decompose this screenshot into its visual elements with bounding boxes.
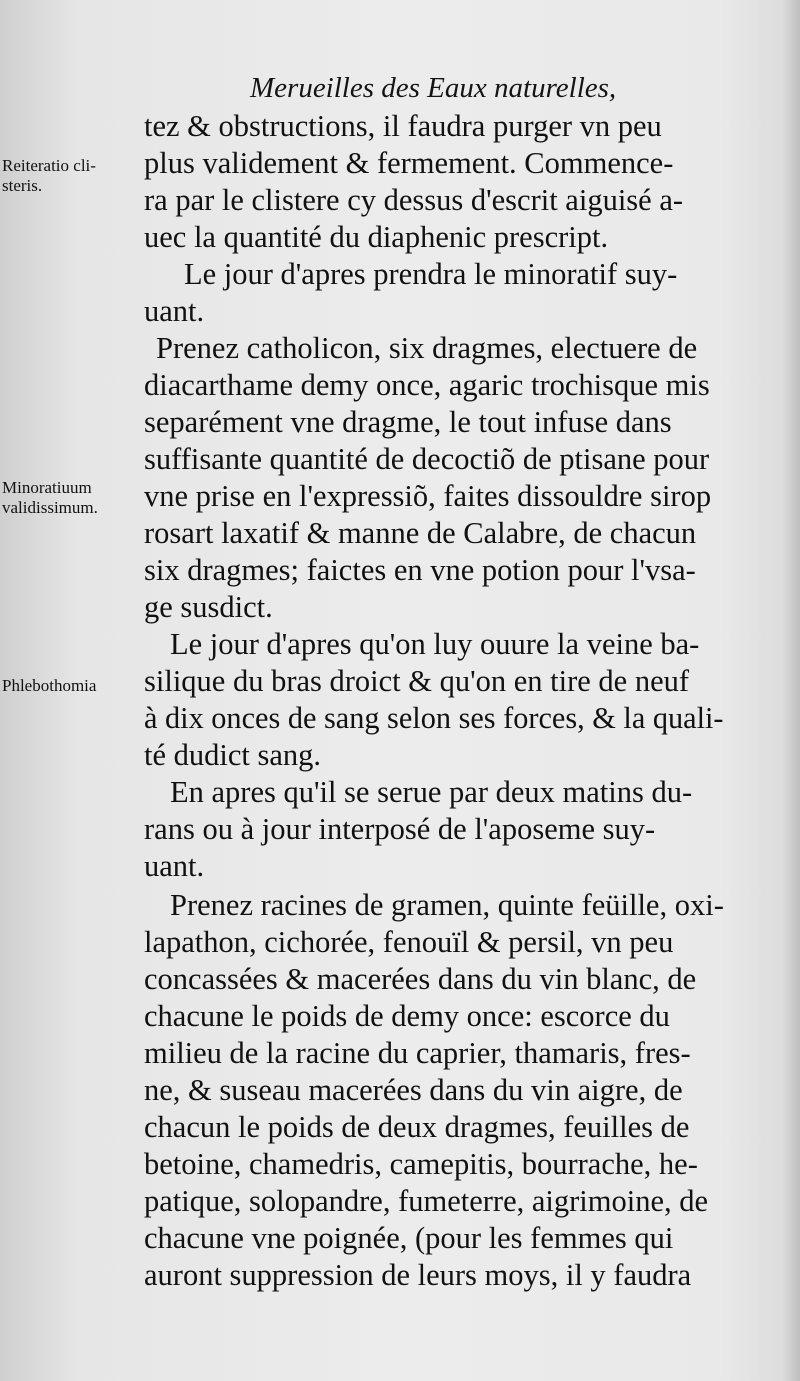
paragraph xyxy=(144,256,724,330)
text-line: plus validement & fermement. Commence- xyxy=(144,146,674,180)
text-line: separément vne dragme, le tout infuse dans xyxy=(144,405,672,439)
paragraph xyxy=(144,774,724,885)
text-line: vne prise en l'expressiõ, faites dissouldre sirop xyxy=(144,479,712,513)
text-line: Le jour d'apres prendra le minoratif suy- xyxy=(184,257,678,291)
text-line: Prenez racines de gramen, quinte feüille, oxi- xyxy=(170,888,724,922)
text-line: chacun le poids de deux dragmes, feuilles de xyxy=(144,1110,690,1144)
text-line: diacarthame demy once, agaric trochisque mis xyxy=(144,368,710,402)
margin-note-line: validissimum. xyxy=(2,498,98,517)
text-line: ne, & suseau macerées dans du vin aigre, de xyxy=(144,1073,683,1107)
text-line: betoine, chamedris, camepitis, bourrache, he- xyxy=(144,1147,698,1181)
text-line: six dragmes; faictes en vne potion pour l'vsa- xyxy=(144,553,696,587)
paragraph xyxy=(144,108,724,256)
text-line: à dix onces de sang selon ses forces, & la quali- xyxy=(144,701,724,735)
margin-note-line: Minoratiuum xyxy=(2,478,92,497)
text-line: uec la quantité du diaphenic prescript. xyxy=(144,220,609,254)
text-line: suffisante quantité de decoctiõ de ptisane pour xyxy=(144,442,710,476)
text-line: lapathon, cichorée, fenouïl & persil, vn peu xyxy=(144,925,674,959)
main-text-block xyxy=(144,108,724,1294)
text-line: uant. xyxy=(144,849,205,883)
text-line: ge susdict. xyxy=(144,590,273,624)
margin-note-line: steris. xyxy=(2,176,43,195)
text-line: silique du bras droict & qu'on en tire de neuf xyxy=(144,664,690,698)
text-line: ra par le clistere cy dessus d'escrit aiguisé a- xyxy=(144,183,684,217)
text-line: té dudict sang. xyxy=(144,738,322,772)
margin-note-line: Reiteratio cli- xyxy=(2,156,96,175)
text-line: concassées & macerées dans du vin blanc, de xyxy=(144,962,697,996)
text-line: chacune le poids de demy once: escorce du xyxy=(144,999,670,1033)
page-edge-shadow xyxy=(782,0,800,1381)
margin-note-line: Phlebothomia xyxy=(2,676,97,695)
text-line: patique, solopandre, fumeterre, aigrimoine, de xyxy=(144,1184,709,1218)
text-line: chacune vne poignée, (pour les femmes qui xyxy=(144,1221,674,1255)
paragraph xyxy=(144,626,724,774)
text-line: rosart laxatif & manne de Calabre, de chacun xyxy=(144,516,697,550)
text-line: milieu de la racine du caprier, thamaris, fres- xyxy=(144,1036,691,1070)
paragraph xyxy=(144,887,724,1294)
text-line: rans ou à jour interposé de l'aposeme suy- xyxy=(144,812,656,846)
text-line: tez & obstructions, il faudra purger vn peu xyxy=(144,109,662,143)
text-line: Le jour d'apres qu'on luy ouure la veine ba- xyxy=(170,627,700,661)
text-line: uant. xyxy=(144,294,205,328)
margin-note-reiteratio xyxy=(2,156,96,196)
running-title: Merueilles des Eaux naturelles, xyxy=(250,72,617,104)
paragraph xyxy=(144,330,724,626)
margin-note-minoratiuum xyxy=(2,478,98,518)
text-line: auront suppression de leurs moys, il y faudra xyxy=(144,1258,692,1292)
text-line: Prenez catholicon, six dragmes, electuere de xyxy=(156,331,698,365)
text-line: En apres qu'il se serue par deux matins du- xyxy=(170,775,693,809)
margin-note-phlebothomia xyxy=(2,676,96,696)
